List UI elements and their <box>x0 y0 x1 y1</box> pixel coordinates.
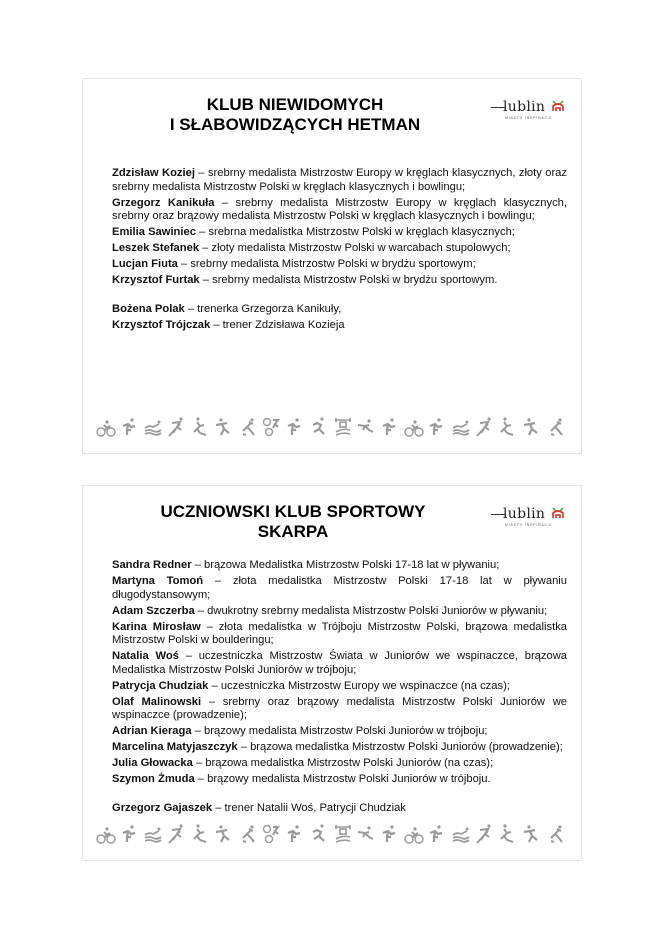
running-icon <box>119 823 141 845</box>
person-name: Martyna Tomoń <box>112 575 204 587</box>
dancing-icon <box>497 823 519 845</box>
skiing-icon <box>166 416 188 438</box>
person-name: Bożena Polak <box>112 303 185 315</box>
person-name: Adrian Kieraga <box>112 725 192 737</box>
achievement-text: – srebrny medalista Mistrzostw Europy w kręglach klasycznych, srebrny oraz brązowy medalista Mistrzostw Polski w kręglach klasycznych i bowlingu; <box>112 196 567 222</box>
club-title-line-2: SKARPA <box>257 522 329 541</box>
logo-wordmark: lublin <box>503 99 546 115</box>
athlete-list <box>112 559 567 818</box>
skiing-icon <box>474 416 496 438</box>
skiing-icon <box>474 823 496 845</box>
rowing-icon <box>355 823 377 845</box>
achievement-text: – srebrny oraz brązowy medalista Mistrzostw Polski Juniorów we wspinaczce (prowadzenie); <box>112 695 567 721</box>
club-title <box>95 95 495 135</box>
athlete-entry <box>112 226 567 240</box>
achievement-text: – dwukrotny srebrny medalista Mistrzostw Polski Juniorów w pływaniu; <box>197 604 548 617</box>
achievement-text: – brązowa medalistka Mistrzostw Polski Juniorów (na czas); <box>195 757 494 769</box>
sport-icons-strip <box>95 823 567 845</box>
dancing-icon <box>190 823 212 845</box>
climbing-icon <box>545 823 567 845</box>
volleyball-icon <box>261 416 283 438</box>
lublin-crest-icon <box>551 506 565 520</box>
achievement-text: – złota medalistka w Trójboju Mistrzostw Polski, brązowa medalistka Mistrzostw Polski w boulderingu; <box>112 620 568 646</box>
athlete-entry <box>112 757 567 771</box>
club-title-line-1: UCZNIOWSKI KLUB SPORTOWY <box>160 502 426 521</box>
spacer <box>112 290 567 303</box>
weightlifting-icon <box>332 823 354 845</box>
achievement-text: – srebrny medalista Mistrzostw Polski w brydżu sportowym; <box>181 258 476 270</box>
club-title-line-1: KLUB NIEWIDOMYCH <box>206 95 384 114</box>
walking-icon <box>213 823 235 845</box>
athlete-entry <box>112 741 567 755</box>
person-name: Adam Szczerba <box>112 604 195 617</box>
club-card-skarpa <box>82 485 582 861</box>
athlete-entry <box>112 773 567 787</box>
climbing-icon <box>545 416 567 438</box>
coach-entry <box>112 802 567 816</box>
logo-tagline: MIASTO INSPIRACJI <box>505 116 553 120</box>
logo-tagline: MIASTO INSPIRACJI <box>505 523 553 527</box>
person-name: Julia Głowacka <box>112 757 193 769</box>
achievement-text: – uczestniczka Mistrzostw Świata w Juniorów we wspinaczce, brązowa Medalistka Mistrzostw Polski Juniorów w trójboju; <box>112 650 568 676</box>
swimming-icon <box>142 416 164 438</box>
athlete-entry <box>112 197 567 224</box>
person-name: Grzegorz Kanikuła <box>112 196 215 209</box>
athlete-entry <box>112 274 567 288</box>
walking-icon <box>521 823 543 845</box>
lublin-crest-icon <box>551 99 565 113</box>
achievement-text: – złoty medalista Mistrzostw Polski w warcabach stupolowych; <box>202 242 511 254</box>
athlete-entry <box>112 559 567 573</box>
logo-wordmark: lublin <box>503 506 546 522</box>
spacer <box>112 789 567 802</box>
achievement-text: – trenerka Grzegorza Kanikuły, <box>187 303 342 315</box>
swimming-icon <box>450 823 472 845</box>
climbing-icon <box>237 416 259 438</box>
climbing-icon <box>237 823 259 845</box>
person-name: Leszek Stefanek <box>112 242 200 254</box>
athlete-entry <box>112 650 567 677</box>
sport-icons-strip <box>95 416 567 438</box>
achievement-text: – srebrna medalistka Mistrzostw Polski w kręglach klasycznych; <box>199 226 515 238</box>
skiing-icon <box>166 823 188 845</box>
football-icon <box>308 416 330 438</box>
achievement-text: – złota medalistka Mistrzostw Polski 17-18 lat w pływaniu długodystansowym; <box>112 575 567 601</box>
athlete-entry <box>112 167 567 194</box>
coach-entry <box>112 303 567 317</box>
club-card-hetman <box>82 78 582 454</box>
running-icon <box>284 823 306 845</box>
person-name: Marcelina Matyjaszczyk <box>112 741 238 753</box>
cycling-icon <box>403 416 425 438</box>
achievement-text: – brązowy medalista Mistrzostw Polski Juniorów w trójboju; <box>194 725 488 737</box>
volleyball-icon <box>261 823 283 845</box>
running-icon <box>119 416 141 438</box>
achievement-text: – uczestniczka Mistrzostw Europy we wspinaczce (na czas); <box>211 679 510 692</box>
person-name: Emilia Sawiniec <box>112 226 196 238</box>
person-name: Patrycja Chudziak <box>112 679 209 692</box>
club-title-line-2: I SŁABOWIDZĄCYCH HETMAN <box>169 115 421 134</box>
lublin-logo <box>491 506 565 534</box>
lublin-logo <box>491 99 565 127</box>
weightlifting-icon <box>332 416 354 438</box>
running-icon <box>426 823 448 845</box>
cycling-icon <box>95 823 117 845</box>
person-name: Sandra Redner <box>112 559 192 571</box>
athlete-entry <box>112 605 567 619</box>
achievement-text: – trener Natalii Woś, Patrycji Chudziak <box>215 802 406 814</box>
achievement-text: – trener Zdzisława Kozieja <box>213 319 345 331</box>
athlete-entry <box>112 258 567 272</box>
person-name: Krzysztof Trójczak <box>112 319 211 331</box>
rowing-icon <box>355 416 377 438</box>
person-name: Natalia Woś <box>112 650 179 662</box>
running-icon <box>284 416 306 438</box>
person-name: Karina Mirosław <box>112 620 201 633</box>
achievement-text: – brązowy medalista Mistrzostw Polski Juniorów w trójboju. <box>197 773 491 785</box>
coach-entry <box>112 319 567 333</box>
swimming-icon <box>450 416 472 438</box>
swimming-icon <box>142 823 164 845</box>
achievement-text: – brązowa Medalistka Mistrzostw Polski 17-18 lat w pływaniu; <box>194 559 500 571</box>
walking-icon <box>213 416 235 438</box>
football-icon <box>308 823 330 845</box>
running-icon <box>379 416 401 438</box>
athlete-entry <box>112 680 567 694</box>
athlete-entry <box>112 725 567 739</box>
person-name: Olaf Malinowski <box>112 695 202 708</box>
athlete-entry <box>112 621 567 648</box>
athlete-entry <box>112 575 567 602</box>
dancing-icon <box>497 416 519 438</box>
athlete-entry <box>112 242 567 256</box>
running-icon <box>379 823 401 845</box>
person-name: Grzegorz Gajaszek <box>112 802 213 814</box>
athlete-entry <box>112 696 567 723</box>
person-name: Krzysztof Furtak <box>112 274 200 286</box>
achievement-text: – brązowa medalistka Mistrzostw Polski Juniorów (prowadzenie); <box>240 741 563 753</box>
achievement-text: – srebrny medalista Mistrzostw Europy w kręglach klasycznych, złoty oraz srebrny medalista Mistrzostw Polski w kręglach klasycznych i bowlingu; <box>112 167 567 193</box>
dancing-icon <box>190 416 212 438</box>
cycling-icon <box>95 416 117 438</box>
person-name: Lucjan Fiuta <box>112 258 178 270</box>
running-icon <box>426 416 448 438</box>
athlete-list <box>112 167 567 335</box>
person-name: Zdzisław Koziej <box>112 167 195 179</box>
achievement-text: – srebrny medalista Mistrzostw Polski w brydżu sportowym. <box>202 274 498 286</box>
person-name: Szymon Żmuda <box>112 773 195 785</box>
club-title <box>93 502 493 542</box>
cycling-icon <box>403 823 425 845</box>
walking-icon <box>521 416 543 438</box>
